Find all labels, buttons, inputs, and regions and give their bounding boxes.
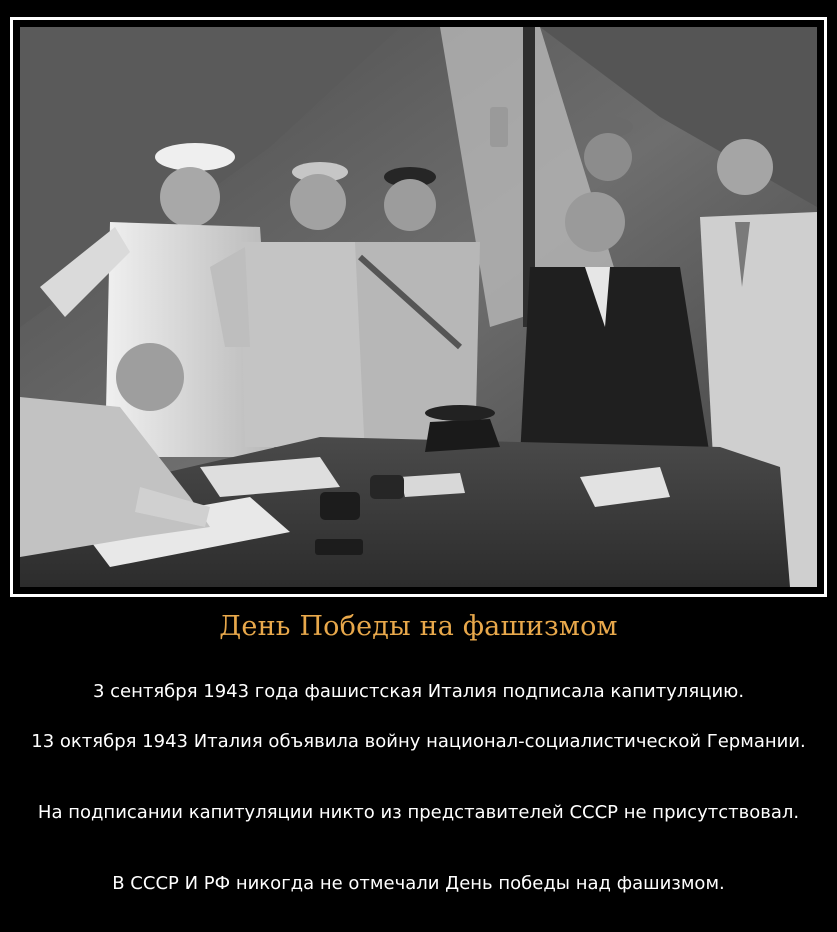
historical-photo xyxy=(20,27,817,587)
caption-paragraph-1: 3 сентября 1943 года фашистская Италия подписала капитуляцию. xyxy=(92,681,745,702)
photo-frame xyxy=(10,17,827,597)
telephone xyxy=(425,405,500,452)
caption-paragraph-3: На подписании капитуляции никто из представителей СССР не присутствовал. xyxy=(37,802,800,823)
caption-paragraph-2: 13 октября 1943 Италия объявила войну национал-социалистической Германии. xyxy=(31,731,806,752)
poster-title: День Победы на фашизмом xyxy=(219,611,618,642)
hanging-lamp xyxy=(490,107,508,147)
caption-paragraph-4: В СССР И РФ никогда не отмечали День победы над фашизмом. xyxy=(112,873,725,894)
